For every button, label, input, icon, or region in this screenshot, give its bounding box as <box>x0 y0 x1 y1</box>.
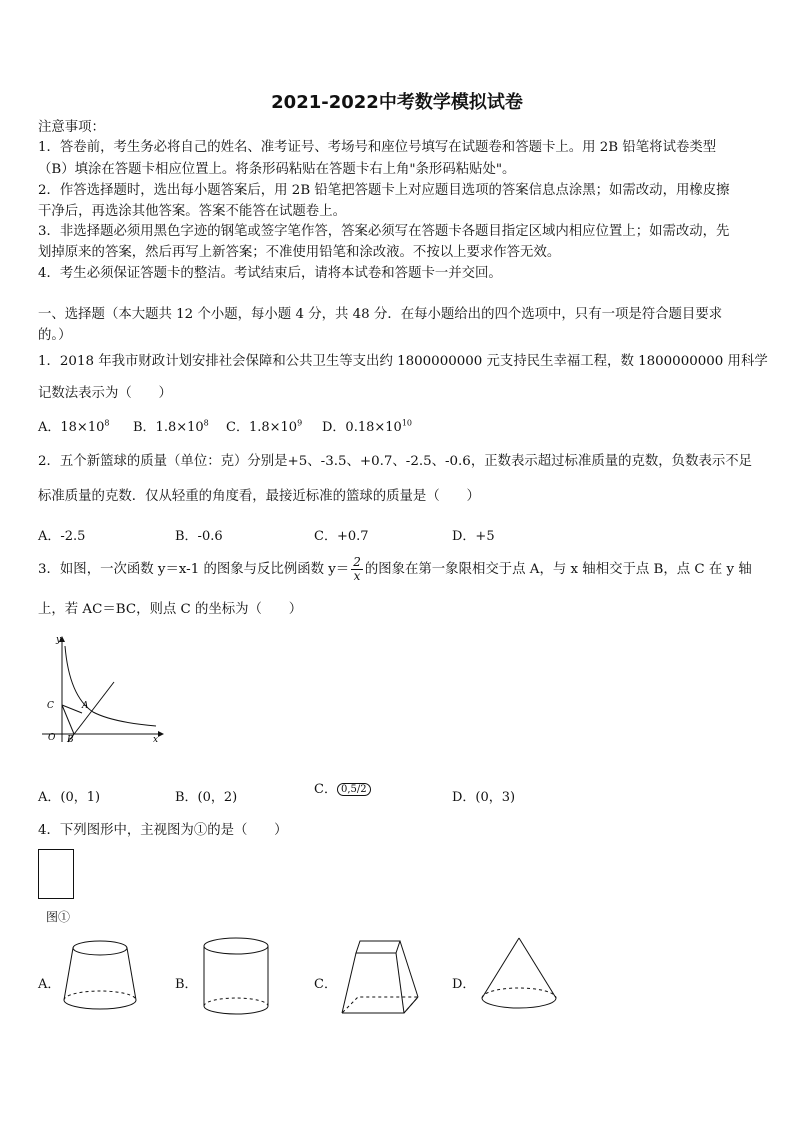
notice-line-7: 4．考生必须保证答题卡的整洁。考试结束后，请将本试卷和答题卡一并交回。 <box>38 266 502 281</box>
q2-option-d: D．+5 <box>452 529 495 544</box>
q3-option-a: A．(0，1) <box>38 790 101 805</box>
q3-option-c-value: 0,5/2 <box>337 783 371 796</box>
q1-stem-line-2: 记数法表示为（ ） <box>38 386 172 401</box>
q3-fraction: $\frac{2}{x}$ <box>353 555 361 583</box>
q2-option-b: B．-0.6 <box>175 529 223 544</box>
q4-front-view-rectangle <box>38 849 74 899</box>
q4-option-d-cone <box>474 934 564 1018</box>
q2-option-a: A．-2.5 <box>38 529 86 544</box>
q4-option-c-prism-frustum <box>338 937 424 1017</box>
q4-option-d-label: D． <box>452 977 476 992</box>
q1-option-b: B．$1.8\times 10^8$ <box>133 418 209 435</box>
notice-line-5: 3．非选择题必须用黑色字迹的钢笔或签字笔作答，答案必须写在答题卡各题目指定区域内相应位置上；如需改动，先 <box>38 224 730 239</box>
q4-figure-caption: 图① <box>46 910 71 924</box>
label-b: B <box>67 735 74 745</box>
notice-line-6: 划掉原来的答案，然后再写上新答案；不准使用铅笔和涂改液。不按以上要求作答无效。 <box>38 245 561 260</box>
x-axis-arrow-icon <box>158 731 164 737</box>
q2-option-c: C．+0.7 <box>314 529 369 544</box>
section-heading-line-2: 的。） <box>38 328 72 343</box>
notice-line-2: （B）填涂在答题卡相应位置上。将条形码粘贴在答题卡右上角"条形码粘贴处"。 <box>38 162 516 177</box>
q2-stem-line-1: 2．五个新篮球的质量（单位：克）分别是+5、-3.5、+0.7、-2.5、-0.6，正数表示超过标准质量的克数，负数表示不足 <box>38 454 753 469</box>
q3-graph-figure <box>38 632 168 747</box>
q4-option-a-frustum <box>58 938 142 1020</box>
label-o: O <box>48 733 56 743</box>
notice-line-3: 2．作答选择题时，选出每小题答案后，用 2B 铅笔把答题卡上对应题目选项的答案信息点涂黑；如需改动，用橡皮擦 <box>38 183 730 198</box>
section-heading-line-1: 一、选择题（本大题共 12 个小题，每小题 4 分，共 48 分．在每小题给出的四个选项中，只有一项是符合题目要求 <box>38 307 723 322</box>
notice-line-1: 1．答卷前，考生务必将自己的姓名、准考证号、考场号和座位号填写在试题卷和答题卡上。用 2B 铅笔将试卷类型 <box>38 140 717 155</box>
q1-option-a: A．$18\times 10^8$ <box>38 418 110 435</box>
q2-stem-line-2: 标准质量的克数．仅从轻重的角度看，最接近标准的篮球的质量是（ ） <box>38 489 480 504</box>
q4-option-c-label: C． <box>314 977 337 992</box>
q3-option-b: B．(0，2) <box>175 790 238 805</box>
label-y: y <box>56 635 62 645</box>
label-x: x <box>153 735 159 745</box>
notice-line-4: 干净后，再选涂其他答案。答案不能答在试题卷上。 <box>38 204 346 219</box>
q4-stem: 4．下列图形中，主视图为①的是（ ） <box>38 823 288 838</box>
q1-stem-line-1: 1．2018 年我市财政计划安排社会保障和公共卫生等支出约 1800000000 元支持民生幸福工程，数 1800000000 用科学 <box>38 354 768 369</box>
q1-option-c: C．$1.8\times 10^9$ <box>226 418 303 435</box>
q4-option-a-label: A． <box>38 977 61 992</box>
label-a: A <box>82 701 89 711</box>
q3-option-c: C． 0,5/2 <box>314 778 371 797</box>
q4-option-b-label: B． <box>175 977 198 992</box>
label-c: C <box>47 701 54 711</box>
q4-option-b-cylinder <box>198 934 276 1020</box>
notice-heading: 注意事项： <box>38 120 105 135</box>
linear-function-line <box>68 682 114 742</box>
q3-stem-line-1: 3．如图，一次函数 y＝x-1 的图象与反比例函数 y＝ $\frac{2}{x}$ 的图象在第一象限相交于点 A，与 x 轴相交于点 B，点 C 在 y 轴 <box>38 555 752 583</box>
q3-option-d: D．(0，3) <box>452 790 516 805</box>
q1-option-d: D．$0.18\times 10^{10}$ <box>322 418 412 435</box>
page-title: 2021-2022中考数学模拟试卷 <box>271 92 523 113</box>
q3-stem-line-2: 上，若 AC＝BC，则点 C 的坐标为（ ） <box>38 602 303 617</box>
